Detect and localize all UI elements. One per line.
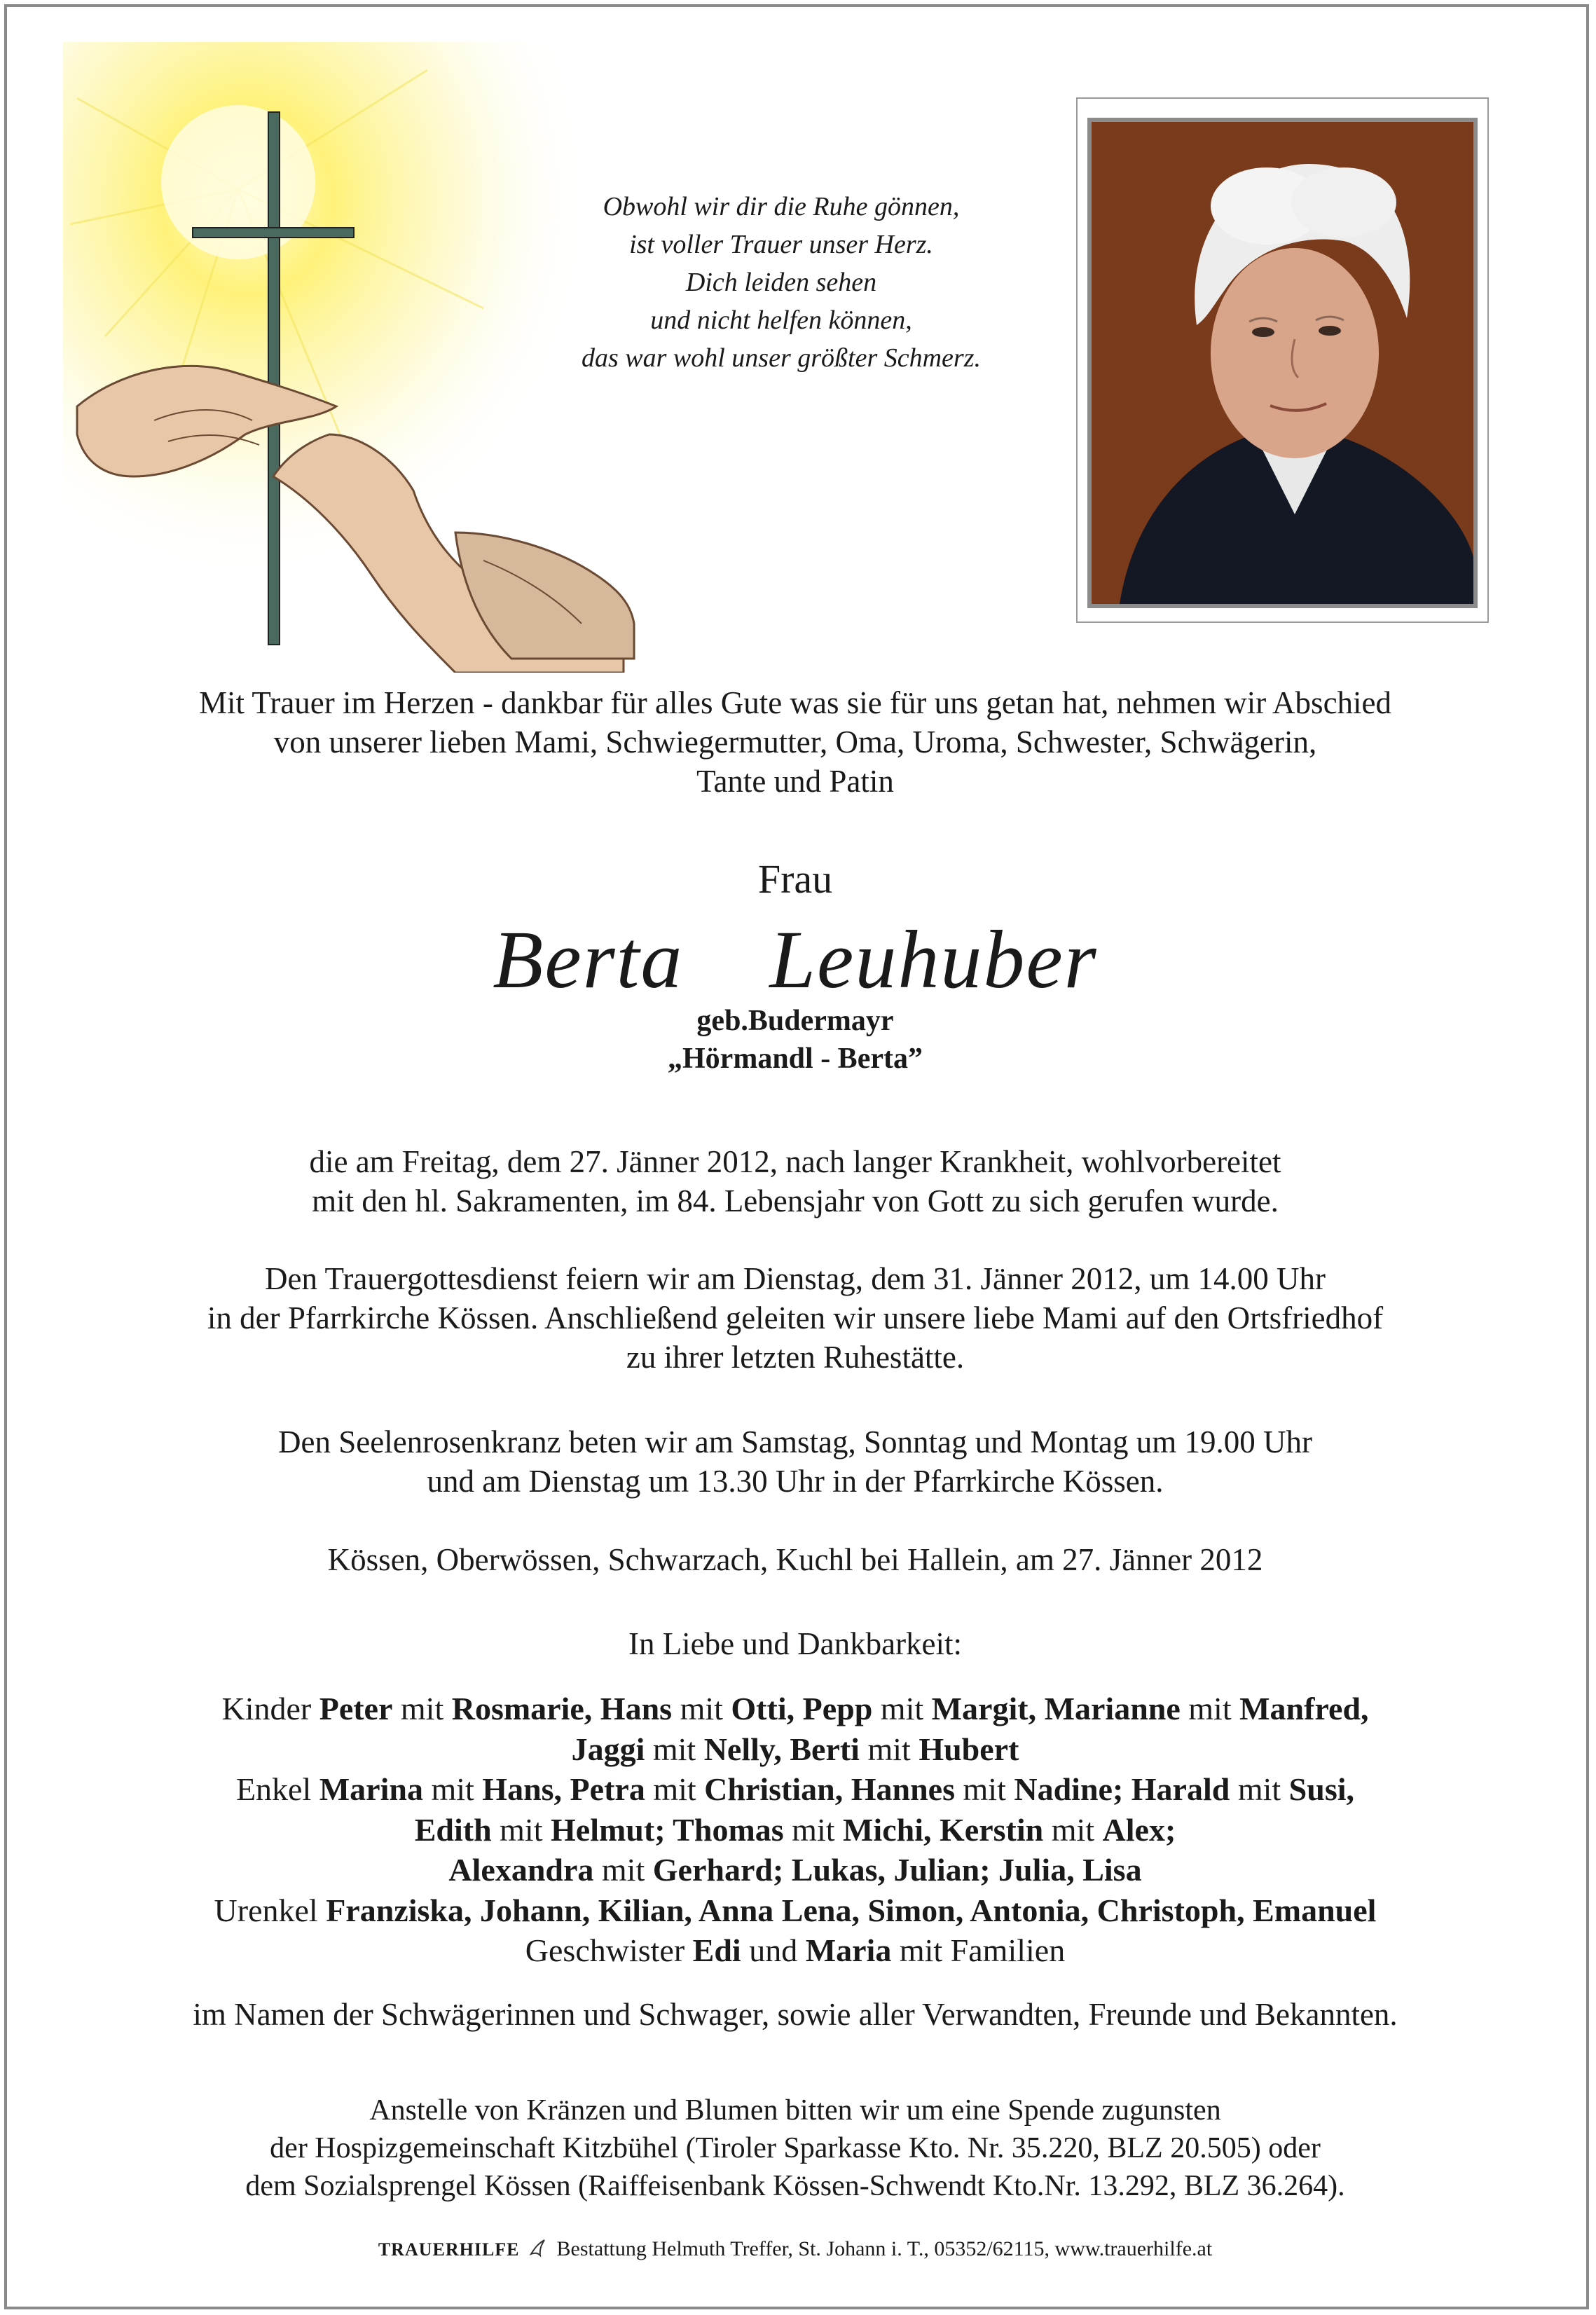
family-name: Hans, Petra xyxy=(482,1771,645,1807)
family-name: Nadine; Harald xyxy=(1014,1771,1230,1807)
family-list xyxy=(42,1689,1548,1971)
family-connector: mit xyxy=(645,1771,705,1807)
great-grandchildren-line xyxy=(42,1890,1548,1931)
funeral-info xyxy=(42,1259,1548,1377)
deceased-name: Berta Leuhuber xyxy=(493,914,1098,1005)
family-name: Marina xyxy=(319,1771,423,1807)
family-name: Helmut; Thomas xyxy=(551,1811,784,1848)
intro-line: Tante und Patin xyxy=(696,764,894,799)
family-name: Hubert xyxy=(919,1731,1019,1767)
family-name: Nelly, Berti xyxy=(703,1731,860,1767)
rosary-line: und am Dienstag um 13.30 Uhr in der Pfarrkirche Kössen. xyxy=(427,1464,1164,1499)
rosary-line: Den Seelenrosenkranz beten wir am Samstag, Sonntag und Montag um 19.00 Uhr xyxy=(278,1424,1312,1459)
bird-icon xyxy=(529,2237,547,2258)
family-connector: Urenkel xyxy=(214,1892,326,1928)
donation-line: Anstelle von Kränzen und Blumen bitten wir um eine Spende zugunsten xyxy=(369,2094,1221,2127)
intro-text xyxy=(42,683,1548,801)
family-connector: mit xyxy=(1043,1811,1103,1848)
family-connector: mit xyxy=(859,1731,919,1767)
salutation: Frau xyxy=(757,856,833,902)
footer-text: Bestattung Helmuth Treffer, St. Johann i. T., 05352/62115, www.trauerhilfe.at xyxy=(556,2237,1213,2260)
family-connector: mit xyxy=(491,1811,551,1848)
family-connector: mit xyxy=(1230,1771,1289,1807)
family-name: Margit, Marianne xyxy=(931,1691,1181,1726)
family-connector: mit xyxy=(392,1691,452,1726)
siblings-line xyxy=(42,1930,1548,1971)
children-line xyxy=(42,1689,1548,1729)
family-connector: mit xyxy=(593,1852,653,1888)
family-name: Alex; xyxy=(1102,1811,1176,1848)
intro-line: von unserer lieben Mami, Schwiegermutter, Oma, Uroma, Schwester, Schwägerin, xyxy=(273,724,1317,760)
birth-name: geb.Budermayr xyxy=(696,1005,894,1037)
family-connector: Kinder xyxy=(221,1691,319,1726)
place-date: Kössen, Oberwössen, Schwarzach, Kuchl bei Hallein, am 27. Jänner 2012 xyxy=(327,1542,1263,1577)
family-connector: mit xyxy=(872,1691,932,1726)
grandchildren-line xyxy=(42,1810,1548,1850)
family-connector: mit xyxy=(783,1811,844,1848)
family-connector: Geschwister xyxy=(525,1932,693,1968)
family-name: Franziska, Johann, Kilian, Anna Lena, Simon, Antonia, Christoph, Emanuel xyxy=(326,1892,1377,1928)
grandchildren-line xyxy=(42,1769,1548,1810)
love-line: In Liebe und Dankbarkeit: xyxy=(628,1626,963,1661)
portrait-photo xyxy=(1087,118,1478,608)
family-name: Peter xyxy=(319,1691,393,1726)
poem-line: Obwohl wir dir die Ruhe gönnen, xyxy=(603,192,960,221)
family-name: Edith xyxy=(414,1811,492,1848)
death-notice-line: mit den hl. Sakramenten, im 84. Lebensjahr von Gott zu sich gerufen wurde. xyxy=(312,1183,1279,1218)
family-connector: mit xyxy=(672,1691,731,1726)
poem xyxy=(490,188,1072,377)
family-connector: mit xyxy=(645,1731,704,1767)
family-name: Rosmarie, Hans xyxy=(451,1691,673,1726)
name-details xyxy=(42,1002,1548,1078)
poem-line: das war wohl unser größter Schmerz. xyxy=(581,343,982,373)
family-connector: und xyxy=(741,1932,806,1968)
death-notice-line: die am Freitag, dem 27. Jänner 2012, nach langer Krankheit, wohlvorbereitet xyxy=(309,1144,1281,1179)
family-name: Christian, Hannes xyxy=(704,1771,956,1807)
relatives-line: im Namen der Schwägerinnen und Schwager, sowie aller Verwandten, Freunde und Bekannten. xyxy=(193,1997,1398,2032)
footer xyxy=(42,2235,1548,2264)
nickname: „Hörmandl - Berta” xyxy=(668,1043,923,1075)
donation-line: dem Sozialsprengel Kössen (Raiffeisenbank Kössen-Schwendt Kto.Nr. 13.292, BLZ 36.264). xyxy=(245,2170,1345,2202)
portrait-frame xyxy=(1076,97,1489,623)
family-name: Manfred, xyxy=(1239,1691,1369,1726)
family-name: Michi, Kerstin xyxy=(843,1811,1044,1848)
grandchildren-line xyxy=(42,1850,1548,1890)
intro-line: Mit Trauer im Herzen - dankbar für alles Gute was sie für uns getan hat, nehmen wir Abschied xyxy=(198,685,1392,720)
death-notice xyxy=(42,1142,1548,1221)
portrait-image xyxy=(1092,122,1473,604)
rosary-info xyxy=(42,1422,1548,1501)
donation-line: der Hospizgemeinschaft Kitzbühel (Tiroler Sparkasse Kto. Nr. 35.220, BLZ 20.505) oder xyxy=(270,2132,1321,2164)
family-name: Maria xyxy=(805,1932,892,1968)
footer-brand: TRAUERHILFE xyxy=(378,2239,520,2260)
children-line xyxy=(42,1729,1548,1770)
family-connector: Enkel xyxy=(235,1771,319,1807)
family-name: Gerhard; Lukas, Julian; Julia, Lisa xyxy=(652,1852,1142,1888)
family-connector: mit xyxy=(1180,1691,1240,1726)
donation-info xyxy=(42,2091,1548,2205)
family-name: Edi xyxy=(692,1932,741,1968)
funeral-line: Den Trauergottesdienst feiern wir am Dienstag, dem 31. Jänner 2012, um 14.00 Uhr xyxy=(265,1261,1326,1296)
family-connector: mit xyxy=(422,1771,483,1807)
family-name: Jaggi xyxy=(571,1731,645,1767)
poem-line: ist voller Trauer unser Herz. xyxy=(629,230,933,259)
poem-line: und nicht helfen können, xyxy=(650,305,912,335)
family-connector: mit Familien xyxy=(891,1932,1066,1968)
funeral-line: in der Pfarrkirche Kössen. Anschließend geleiten wir unsere liebe Mami auf den Ortsfriedhof xyxy=(207,1300,1384,1335)
funeral-line: zu ihrer letzten Ruhestätte. xyxy=(626,1340,965,1375)
poem-line: Dich leiden sehen xyxy=(685,268,877,297)
family-name: Otti, Pepp xyxy=(731,1691,873,1726)
family-connector: mit xyxy=(955,1771,1014,1807)
family-name: Alexandra xyxy=(448,1852,594,1888)
family-name: Susi, xyxy=(1288,1771,1355,1807)
